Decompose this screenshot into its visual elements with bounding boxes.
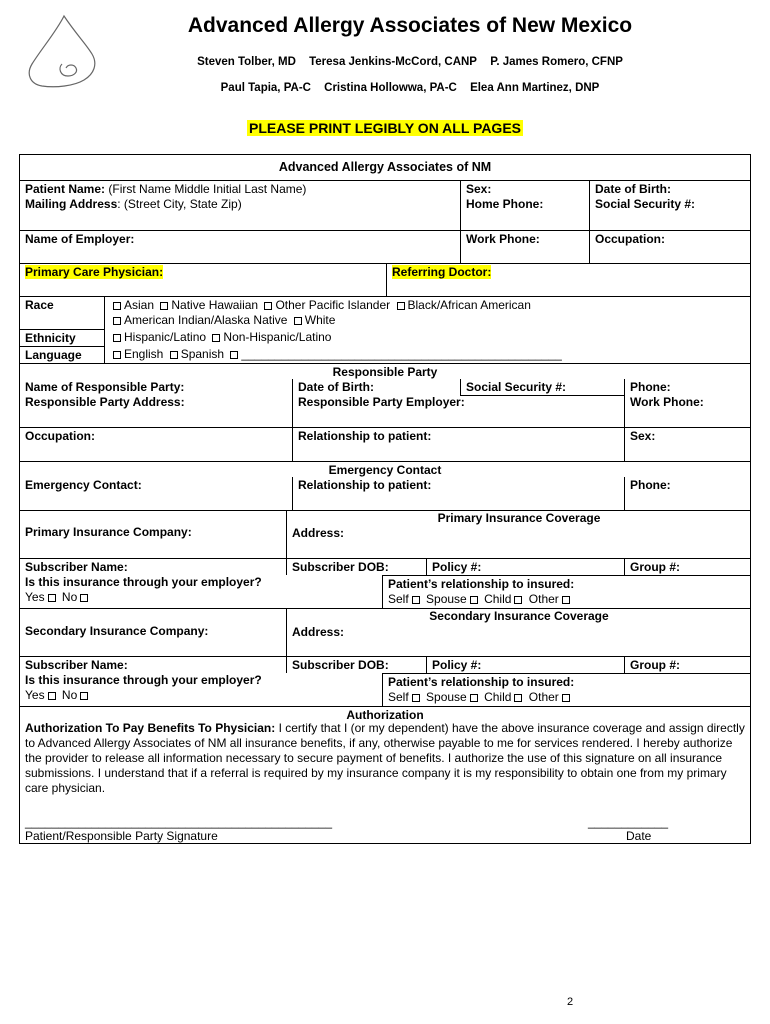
- secondary-insurance-heading: Secondary Insurance Coverage: [429, 609, 609, 623]
- page-title: Advanced Allergy Associates of New Mexico: [187, 14, 633, 37]
- signature-label: Patient/Responsible Party Signature: [25, 829, 218, 843]
- si-company-field[interactable]: Secondary Insurance Company:: [20, 608, 286, 656]
- language-label: Language: [20, 346, 104, 363]
- checkbox[interactable]: [113, 302, 121, 310]
- checkbox[interactable]: [170, 351, 178, 359]
- occupation-field[interactable]: Occupation:: [589, 230, 750, 263]
- rp-dob-field[interactable]: Date of Birth: Responsible Party Employer:: [292, 379, 624, 427]
- authorization-text: Authorization To Pay Benefits To Physician: I certify that I (or my dependent) have the above insurance coverage and assign directly to Advanced Allergy Associates of NM all insurance benefits, if any, otherwise payable to me for services rendered. I hereby authorize the provider to release all information necessary to secure payment of benefits. I authorize the use of this signature on all insurance submissions. I understand that if a referral is required by my insurance company it is my responsibility to obtain one from my primary care physician.: [25, 721, 745, 795]
- checkbox[interactable]: [397, 302, 405, 310]
- staff-name: Paul Tapia, PA-C: [220, 82, 311, 94]
- checkbox[interactable]: [470, 694, 478, 702]
- rp-relationship-field[interactable]: Relationship to patient:: [292, 427, 624, 461]
- sex-field[interactable]: Sex: Home Phone:: [460, 180, 589, 230]
- race-options: Asian Native Hawaiian Other Pacific Islander Black/African American American Indian/Alaska Native White: [104, 296, 750, 329]
- emergency-heading: Emergency Contact: [20, 461, 750, 477]
- rp-ssn-field[interactable]: Social Security #:: [460, 379, 624, 396]
- staff-name: Elea Ann Martinez, DNP: [470, 82, 600, 94]
- checkbox[interactable]: [412, 694, 420, 702]
- checkbox[interactable]: [294, 317, 302, 325]
- rp-sex-field[interactable]: Sex:: [624, 427, 750, 461]
- ec-phone-field[interactable]: Phone:: [624, 477, 750, 510]
- checkbox[interactable]: [264, 302, 272, 310]
- pi-subscriber-dob-field[interactable]: Subscriber DOB:: [286, 558, 426, 575]
- si-subscriber-field[interactable]: Subscriber Name: Is this insurance through your employer? Yes No: [20, 656, 286, 706]
- patient-name-field[interactable]: Patient Name: (First Name Middle Initial Last Name) Mailing Address: (Street City, State Zip): [20, 180, 460, 230]
- checkbox[interactable]: [48, 692, 56, 700]
- employer-field[interactable]: Name of Employer:: [20, 230, 460, 263]
- staff-name: Steven Tolber, MD: [197, 56, 296, 68]
- dob-field[interactable]: Date of Birth: Social Security #:: [589, 180, 750, 230]
- responsible-party-heading: Responsible Party: [20, 363, 750, 379]
- si-subscriber-dob-field[interactable]: Subscriber DOB:: [286, 656, 426, 673]
- referring-field[interactable]: Referring Doctor:: [386, 263, 750, 296]
- staff-name: P. James Romero, CFNP: [490, 56, 623, 68]
- ec-contact-field[interactable]: Emergency Contact:: [25, 478, 142, 492]
- checkbox[interactable]: [514, 694, 522, 702]
- rp-occupation-field[interactable]: Occupation:: [20, 427, 292, 461]
- staff-name: Cristina Hollowwa, PA-C: [324, 82, 457, 94]
- si-address-field[interactable]: Secondary Insurance Coverage Address:: [286, 608, 750, 656]
- checkbox[interactable]: [113, 351, 121, 359]
- rp-phone-field[interactable]: Phone: Work Phone:: [624, 379, 750, 427]
- checkbox[interactable]: [160, 302, 168, 310]
- checkbox[interactable]: [562, 694, 570, 702]
- staff-name: Teresa Jenkins-McCord, CANP: [309, 56, 477, 68]
- rp-name-field[interactable]: Name of Responsible Party: Responsible Party Address:: [25, 380, 185, 409]
- checkbox[interactable]: [113, 334, 121, 342]
- pi-group-field[interactable]: Group #:: [624, 558, 750, 575]
- checkbox[interactable]: [212, 334, 220, 342]
- pi-address-field[interactable]: Primary Insurance Coverage Address:: [286, 510, 750, 558]
- language-options: English Spanish ________________________________________________: [104, 346, 750, 363]
- logo-icon: [22, 14, 102, 88]
- patient-form: [19, 154, 751, 844]
- si-policy-field[interactable]: Policy #:: [426, 656, 624, 673]
- pcp-field[interactable]: Primary Care Physician:: [20, 263, 386, 296]
- signature-line[interactable]: ______________________________________________: [25, 815, 332, 829]
- authorization-heading: Authorization: [346, 708, 424, 722]
- staff-row-1: [130, 56, 690, 68]
- checkbox[interactable]: [48, 594, 56, 602]
- ethnicity-options: Hispanic/Latino Non-Hispanic/Latino: [104, 329, 750, 346]
- si-group-field[interactable]: Group #:: [624, 656, 750, 673]
- work-phone-field[interactable]: Work Phone:: [460, 230, 589, 263]
- pi-subscriber-field[interactable]: Subscriber Name: Is this insurance through your employer? Yes No: [20, 558, 286, 608]
- pi-relationship-field[interactable]: Patient’s relationship to insured: Self Spouse Child Other: [382, 575, 750, 608]
- checkbox[interactable]: [562, 596, 570, 604]
- print-notice: PLEASE PRINT LEGIBLY ON ALL PAGES: [248, 120, 521, 136]
- pi-policy-field[interactable]: Policy #:: [426, 558, 624, 575]
- si-relationship-field[interactable]: Patient’s relationship to insured: Self Spouse Child Other: [382, 673, 750, 706]
- ethnicity-label: Ethnicity: [20, 329, 104, 346]
- page-number: 2: [566, 996, 574, 1008]
- checkbox[interactable]: [113, 317, 121, 325]
- primary-insurance-heading: Primary Insurance Coverage: [437, 511, 601, 525]
- checkbox[interactable]: [514, 596, 522, 604]
- checkbox[interactable]: [80, 692, 88, 700]
- checkbox[interactable]: [230, 351, 238, 359]
- date-label: Date: [626, 829, 652, 843]
- race-label: Race: [20, 296, 104, 329]
- checkbox[interactable]: [470, 596, 478, 604]
- date-line[interactable]: ____________: [588, 815, 669, 829]
- form-heading: Advanced Allergy Associates of NM: [278, 160, 492, 174]
- pi-company-field[interactable]: Primary Insurance Company:: [20, 510, 286, 558]
- checkbox[interactable]: [412, 596, 420, 604]
- staff-row-2: [130, 82, 690, 94]
- ec-relationship-field[interactable]: Relationship to patient:: [292, 477, 624, 510]
- checkbox[interactable]: [80, 594, 88, 602]
